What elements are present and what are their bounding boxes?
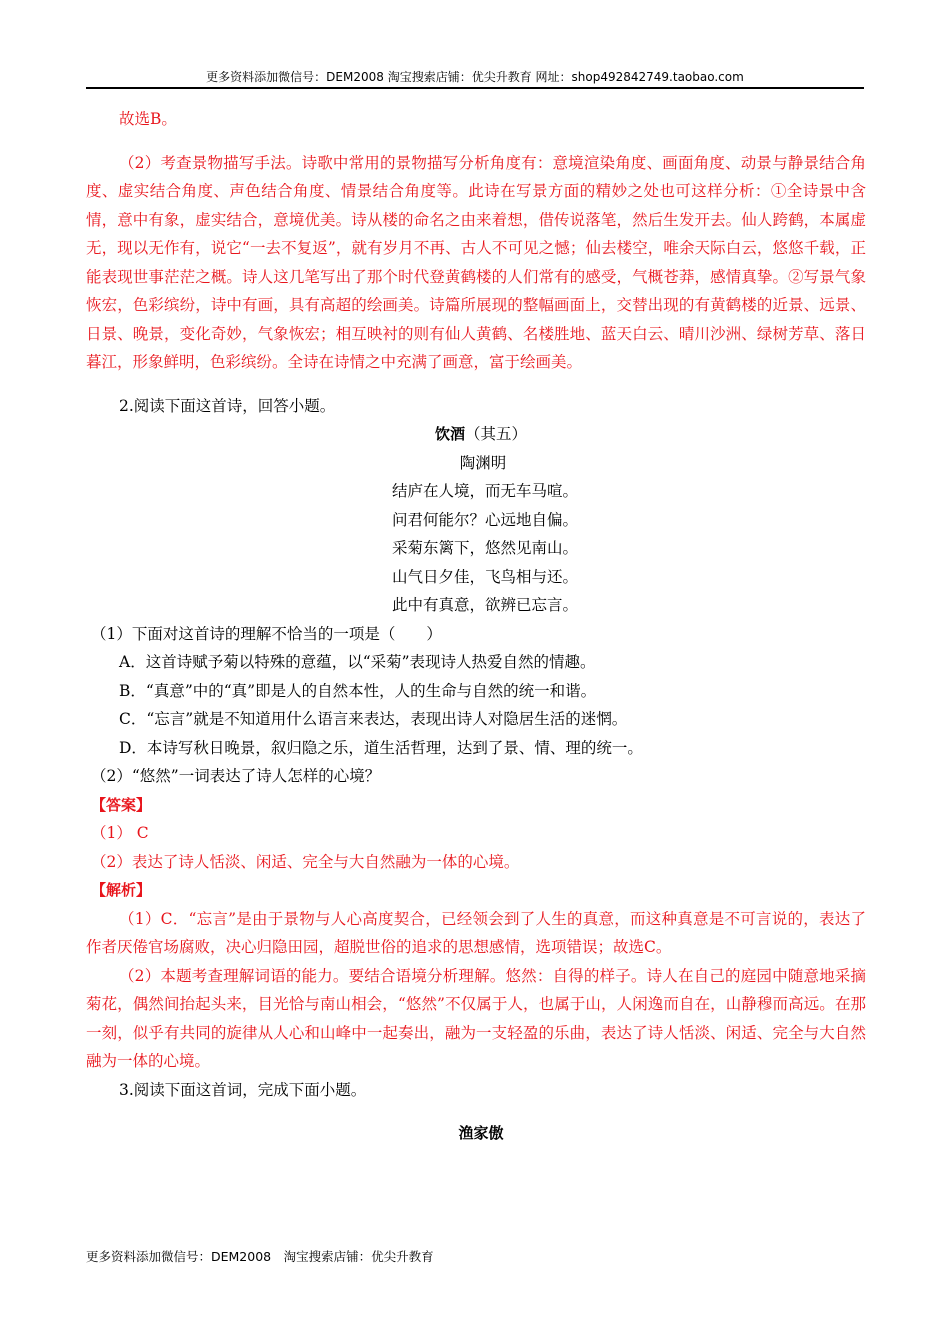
option-c: C．“忘言”就是不知道用什么语言来表达，表现出诗人对隐居生活的迷惘。	[119, 710, 628, 728]
page-header: 更多资料添加微信号：DEM2008 淘宝搜索店铺：优尖升教育 网址：shop492842749.taobao.com	[206, 70, 744, 84]
poem-3-title	[96, 1119, 866, 1148]
sub-question-2: （2）“悠然”一词表达了诗人怎样的心境？	[91, 767, 381, 785]
poem-line: 问君何能尔？心远地自偏。	[392, 510, 579, 529]
option-b: B．“真意”中的“真”即是人的自然本性，人的生命与自然的统一和谐。	[119, 681, 597, 700]
poem-3-title-text: 渔家傲	[458, 1124, 504, 1142]
header-divider	[86, 87, 864, 89]
analysis-2: （2）本题考查理解词语的能力。要结合语境分析理解。悠然：自得的样子。诗人在自己的庭园中随意地采摘菊花，偶然间抬起头来，目光恰与南山相会，“悠然”不仅属于人，也属于山，人闲逸而自在，山静穆而高远。在那一刻，似乎有共同的旋律从人心和山峰中一起奏出，融为一支轻盈的乐曲，表达了诗人恬淡、闲适、完全与大自然融为一体的心境。	[86, 966, 866, 1070]
analysis-label: 【解析】	[91, 881, 152, 899]
question-3-intro: 3.阅读下面这首词，完成下面小题。	[119, 1080, 367, 1099]
answer-1: （1） C	[91, 824, 149, 842]
poem-author: 陶渊明	[459, 453, 507, 472]
poem-title-main: 饮酒	[434, 425, 465, 443]
sub-question-1: （1）下面对这首诗的理解不恰当的一项是（ ）	[91, 624, 442, 643]
poem-title-sub: （其五）	[465, 425, 528, 443]
answer-2: （2）表达了诗人恬淡、闲适、完全与大自然融为一体的心境。	[91, 852, 520, 871]
page-footer: 更多资料添加微信号：DEM2008 淘宝搜索店铺：优尖升教育	[86, 1249, 434, 1264]
answer-conclusion: 故选B。	[119, 110, 177, 128]
analysis-1: （1）C．“忘言”是由于景物与人心高度契合，已经领会到了人生的真意，而这种真意是不可言说的，表达了作者厌倦官场腐败，决心归隐田园，超脱世俗的追求的思想感情，选项错误；故选C。	[86, 909, 866, 956]
poem-title	[96, 420, 866, 449]
option-a: A．这首诗赋予菊以特殊的意蕴，以“采菊”表现诗人热爱自然的情趣。	[119, 653, 596, 671]
document-body	[86, 105, 866, 1148]
poem-line: 结庐在人境，而无车马喧。	[392, 482, 579, 500]
question-2-intro: 2.阅读下面这首诗，回答小题。	[119, 396, 336, 415]
option-d: D．本诗写秋日晚景，叙归隐之乐，道生活哲理，达到了景、情、理的统一。	[119, 738, 643, 757]
answer-label: 【答案】	[91, 795, 152, 814]
poem-line: 采菊东篱下，悠然见南山。	[392, 539, 579, 557]
analysis-paragraph: （2）考查景物描写手法。诗歌中常用的景物描写分析角度有：意境渲染角度、画面角度、动景与静景结合角度、虚实结合角度、声色结合角度、情景结合角度等。此诗在写景方面的精妙之处也可这样分析：①全诗景中含情，意中有象，虚实结合，意境优美。诗从楼的命名之由来着想，借传说落笔，然后生发开去。仙人跨鹤，本属虚无，现以无作有，说它“一去不复返”，就有岁月不再、古人不可见之憾；仙去楼空，唯余天际白云，悠悠千载，正能表现世事茫茫之概。诗人这几笔写出了那个时代登黄鹤楼的人们常有的感受，气概苍莽，感情真挚。②写景气象恢宏，色彩缤纷，诗中有画，具有高超的绘画美。诗篇所展现的整幅画面上，交替出现的有黄鹤楼的近景、远景、日景、晚景，变化奇妙，气象恢宏；相互映衬的则有仙人黄鹤、名楼胜地、蓝天白云、晴川沙洲、绿树芳草、落日暮江，形象鲜明，色彩缤纷。全诗在诗情之中充满了画意，富于绘画美。	[86, 153, 866, 371]
poem-line: 山气日夕佳，飞鸟相与还。	[392, 567, 579, 586]
poem-line: 此中有真意，欲辨已忘言。	[392, 596, 579, 614]
